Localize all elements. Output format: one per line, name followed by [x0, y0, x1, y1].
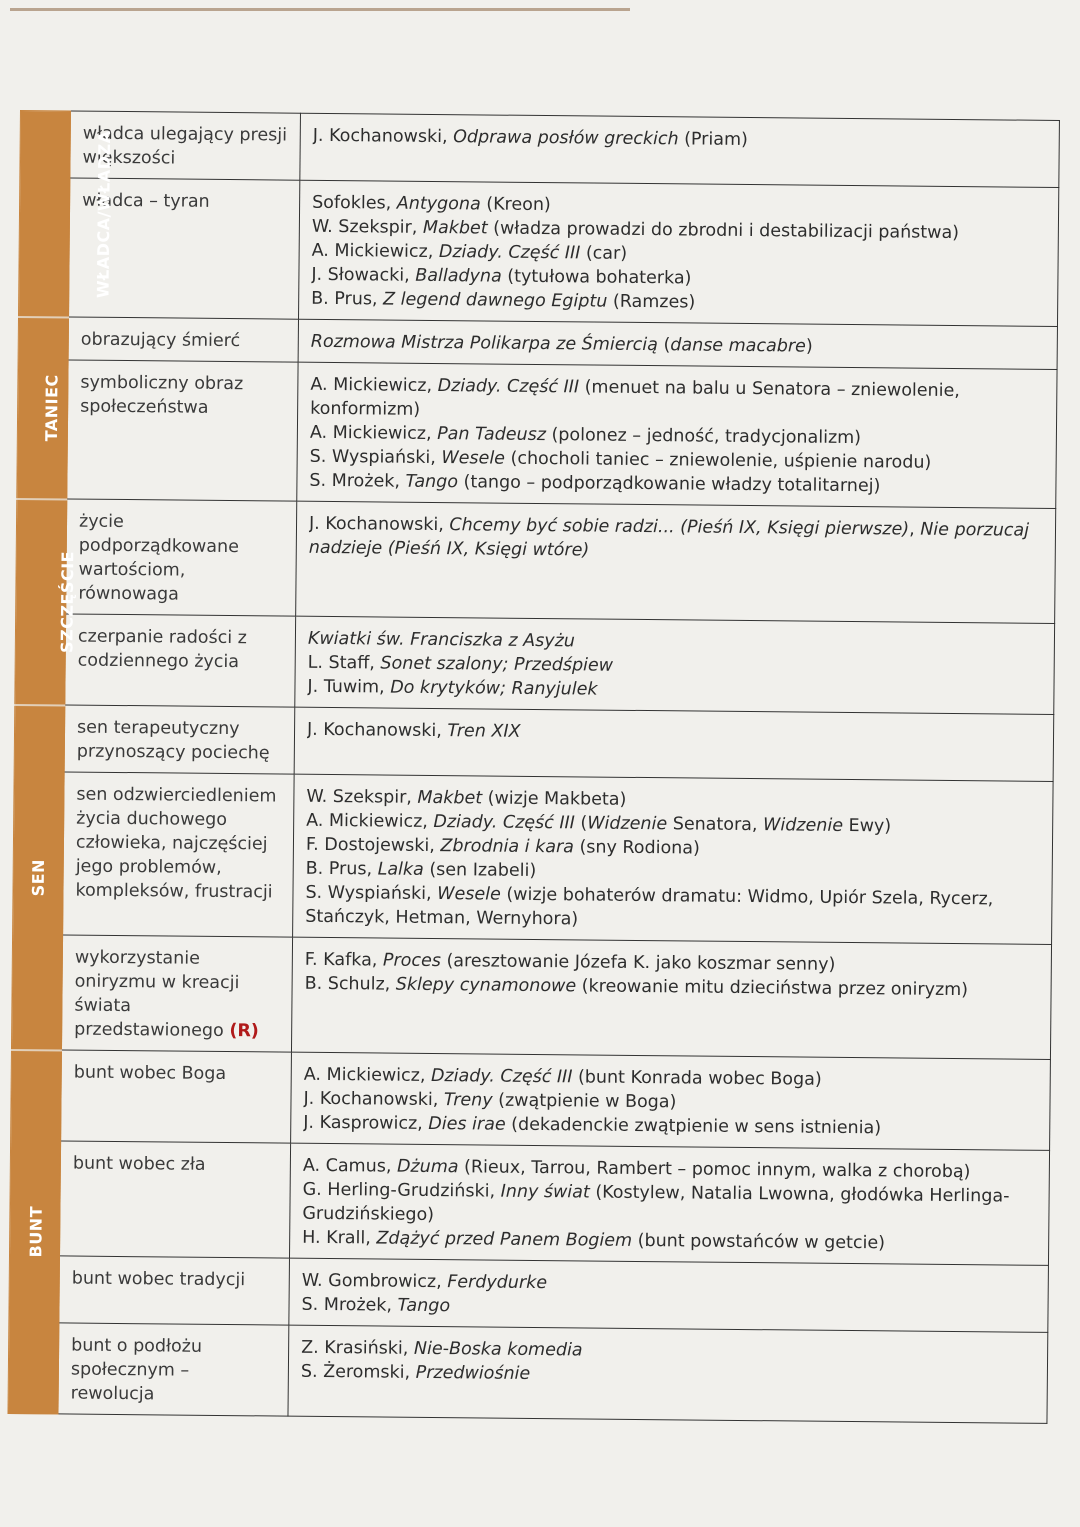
work-title: Dziady. Część III — [433, 812, 575, 834]
theme-cell — [61, 1050, 292, 1143]
work-title: Dżuma — [396, 1156, 459, 1178]
work-text: , — [909, 519, 921, 540]
work-text: (zwątpienie w Boga) — [492, 1090, 677, 1113]
work-text: J. Słowacki, — [311, 264, 416, 286]
work-entry — [310, 373, 1046, 428]
work-title: Tango — [405, 471, 459, 493]
work-text: (tango – podporządkowanie władzy totalitarnej) — [457, 472, 881, 497]
work-entry — [302, 1178, 1038, 1233]
work-text: (bunt powstańców w getcie) — [632, 1230, 886, 1254]
theme-text: obrazujący śmierć — [80, 329, 241, 352]
works-cell — [297, 362, 1057, 508]
work-text: A. Camus, — [302, 1155, 398, 1177]
work-text: (Kreon) — [480, 194, 551, 216]
works-cell — [300, 113, 1060, 187]
theme-text: bunt wobec tradycji — [71, 1268, 246, 1291]
table-row — [9, 1255, 1049, 1332]
work-title: Antygona — [396, 193, 481, 215]
theme-cell — [65, 614, 296, 707]
works-cell — [288, 1325, 1048, 1423]
works-cell — [289, 1143, 1049, 1265]
work-text: (polonez – jedność, tradycjonalizm) — [545, 425, 862, 449]
literature-themes-sheet — [8, 110, 1060, 1420]
theme-cell — [60, 1141, 291, 1258]
work-text: J. Kochanowski, — [303, 1088, 445, 1111]
works-cell — [296, 501, 1056, 623]
work-text: A. Mickiewicz, — [303, 1064, 432, 1086]
work-text: (kreowanie mitu dzieciństwa przez oniryzm) — [576, 976, 969, 1001]
work-title: Kwiatki św. Franciszka z Asyżu — [307, 628, 576, 652]
work-entry — [313, 124, 1049, 155]
works-cell — [289, 1258, 1049, 1332]
theme-cell — [66, 499, 297, 616]
work-title: Makbet — [422, 217, 488, 239]
work-title: Wesele — [441, 448, 506, 469]
category-label: TANIEC — [41, 374, 62, 442]
theme-text: sen terapeutyczny przynoszący pociechę — [76, 717, 270, 764]
work-text: A. Mickiewicz, — [309, 422, 438, 445]
work-title: Przedwiośnie — [415, 1362, 531, 1384]
work-text: J. Kochanowski, — [312, 125, 454, 148]
work-text: W. Gombrowicz, — [301, 1270, 448, 1293]
work-text: (chocholi taniec – zniewolenie, uśpienie narodu) — [504, 448, 932, 473]
work-title: Pan Tadeusz — [437, 424, 547, 446]
work-title: Widzenie — [762, 815, 844, 836]
theme-cell — [61, 935, 292, 1052]
work-title: Zbrodnia i kara — [440, 836, 575, 858]
work-text: S. Żeromski, — [300, 1361, 416, 1383]
category-cell — [15, 498, 78, 704]
work-text: Ewy) — [842, 815, 892, 837]
work-text: J. Kochanowski, — [306, 719, 448, 742]
table-row — [17, 359, 1057, 508]
work-title: Dziady. Część III — [430, 1065, 573, 1088]
work-text: W. Szekspir, — [311, 216, 424, 238]
work-text: (wizje Makbeta) — [482, 788, 627, 810]
work-text: B. Prus, — [311, 288, 384, 310]
theme-cell — [68, 317, 298, 362]
table-row — [16, 498, 1056, 623]
work-title: Nie-Boska komedia — [413, 1338, 583, 1361]
category-label: SZCZĘŚCIE — [57, 550, 78, 654]
work-text: (Rieux, Tarrou, Rambert – pomoc innym, walka z chorobą) — [458, 1157, 971, 1183]
theme-cell — [67, 360, 298, 501]
work-title: Tango — [397, 1295, 451, 1317]
work-title: Makbet — [417, 787, 483, 809]
category-cell — [11, 704, 64, 1049]
table-row — [11, 1049, 1051, 1150]
theme-text: bunt wobec zła — [72, 1153, 206, 1175]
work-text: (sny Rodiona) — [573, 837, 700, 859]
work-text: A. Mickiewicz, — [310, 374, 438, 397]
category-label: SEN — [28, 858, 48, 896]
work-text: S. Wyspiański, — [305, 882, 438, 905]
work-text: S. Mrożek, — [301, 1294, 398, 1316]
work-text: Sofokles, — [312, 192, 397, 214]
top-decorative-rule — [10, 8, 630, 11]
works-cell — [291, 937, 1051, 1059]
work-text: F. Kafka, — [304, 949, 384, 971]
themes-table — [7, 110, 1059, 1424]
work-text: (bunt Konrada wobec Boga) — [572, 1067, 822, 1090]
work-text: (tytułowa bohaterka) — [501, 266, 692, 289]
work-title: Balladyna — [415, 265, 502, 287]
extended-level-mark: (R) — [229, 1021, 259, 1042]
works-cell — [294, 707, 1054, 781]
work-text: B. Prus, — [305, 858, 378, 880]
work-text: J. Kochanowski, — [308, 513, 450, 536]
work-title: Do krytyków; Ranyjulek — [390, 677, 598, 700]
work-title: Nie porzucaj nadzieje (Pieśń IX, Księgi wtóre) — [308, 519, 1030, 561]
table-row — [8, 1322, 1048, 1423]
table-row — [14, 704, 1054, 781]
work-entry — [309, 512, 1045, 567]
work-entry — [305, 881, 1041, 936]
work-text: ) — [805, 336, 813, 357]
work-text: G. Herling-Grudziński, — [302, 1179, 501, 1202]
work-title: Lalka — [377, 859, 424, 880]
theme-text: władca – tyran — [82, 190, 210, 212]
theme-text: bunt wobec Boga — [73, 1062, 227, 1085]
category-cell — [19, 111, 115, 317]
theme-text: życie podporządkowane wartościom, równowaga — [78, 511, 239, 605]
works-cell — [298, 319, 1057, 369]
work-text: (sen Izabeli) — [423, 859, 537, 881]
work-text: S. Wyspiański, — [309, 446, 442, 469]
work-text: ( — [657, 335, 671, 356]
work-text: W. Szekspir, — [306, 786, 418, 808]
theme-text: bunt o podłożu społecznym – rewolucja — [70, 1335, 203, 1405]
work-title: Odprawa posłów greckich — [453, 127, 679, 150]
work-title: danse macabre — [670, 335, 806, 357]
work-title: Rozmowa Mistrza Polikarpa ze Śmiercią — [310, 331, 659, 356]
work-text: J. Tuwim, — [307, 676, 391, 698]
work-text: L. Staff, — [307, 652, 381, 674]
work-text: A. Mickiewicz, — [311, 240, 440, 263]
work-text: (władza prowadzi do zbrodni i destabilizacji państwa) — [487, 218, 960, 244]
work-text: (aresztowanie Józefa K. jako koszmar senny) — [440, 951, 836, 975]
work-text: H. Krall, — [302, 1227, 377, 1249]
work-text: (Ramzes) — [607, 291, 696, 313]
work-text: A. Mickiewicz, — [306, 810, 434, 833]
work-title: Ferdydurke — [447, 1272, 548, 1294]
theme-cell — [63, 772, 295, 937]
category-label: BUNT — [26, 1206, 46, 1258]
works-cell — [295, 616, 1055, 714]
theme-cell — [64, 705, 295, 774]
theme-cell — [58, 1323, 289, 1416]
work-title: Sonet szalony; Przedśpiew — [380, 653, 614, 676]
works-cell — [299, 180, 1059, 326]
themes-table-body — [8, 111, 1059, 1424]
work-entry — [311, 330, 1047, 361]
work-text: (Priam) — [678, 129, 748, 150]
work-text: (wizje bohaterów dramatu: Widmo, Upiór Szela, Rycerz, Stańczyk, Hetman, Wernyhora) — [305, 884, 994, 930]
work-title: Inny świat — [500, 1181, 590, 1203]
work-text: ( — [574, 813, 588, 834]
category-label: WŁADCA/WŁADZA — [93, 130, 115, 298]
work-text: (dekadenckie zwątpienie w sens istnienia) — [505, 1114, 882, 1139]
table-row — [20, 111, 1060, 188]
theme-text: sen odzwierciedleniem życia duchowego człowieka, najczęściej jego problemów, kompleksów, frustracji — [75, 784, 277, 903]
work-title: Proces — [382, 950, 442, 972]
work-title: Dies irae — [428, 1113, 506, 1135]
theme-text: symboliczny obraz społeczeństwa — [80, 372, 244, 418]
work-title: Wesele — [437, 884, 501, 905]
table-row — [15, 613, 1055, 714]
category-cell — [17, 316, 69, 498]
work-text: S. Mrożek, — [309, 470, 406, 492]
table-row — [11, 934, 1051, 1059]
work-text: J. Kasprowicz, — [303, 1112, 429, 1134]
work-text: B. Schulz, — [304, 973, 396, 995]
work-text: (menuet na balu u Senatora – zniewolenie, konformizm) — [310, 377, 960, 420]
work-title: Treny — [443, 1090, 493, 1111]
table-row — [10, 1140, 1050, 1265]
work-title: Widzenie — [587, 813, 668, 835]
works-cell — [291, 1052, 1051, 1150]
theme-text: czerpanie radości z codziennego życia — [77, 626, 248, 673]
work-text: Senatora, — [667, 814, 764, 836]
work-title: Z legend dawnego Egiptu — [383, 289, 608, 312]
table-row — [19, 178, 1059, 327]
work-title: Tren XIX — [447, 721, 521, 742]
work-title: Dziady. Część III — [438, 242, 581, 264]
works-cell — [293, 774, 1054, 944]
work-title: Dziady. Część III — [437, 376, 580, 398]
category-cell — [8, 1049, 61, 1413]
work-title: Sklepy cynamonowe — [395, 974, 577, 997]
work-entry — [307, 718, 1043, 749]
work-title: Chcemy być sobie radzi... (Pieśń IX, Księgi pierwsze) — [449, 515, 910, 540]
work-title: Zdążyć przed Panem Bogiem — [376, 1228, 633, 1251]
table-row — [13, 771, 1054, 944]
theme-cell — [59, 1256, 290, 1325]
work-text: F. Dostojewski, — [305, 834, 441, 857]
theme-text: władca ulegający presji większości — [82, 123, 288, 169]
work-text: (car) — [580, 243, 628, 264]
theme-text: wykorzystanie oniryzmu w kreacji świata przedstawionego — [74, 947, 240, 1041]
work-text: (Kostylew, Natalia Lwowna, głodówka Herlinga-Grudzińskiego) — [302, 1182, 1010, 1226]
work-text: Z. Krasiński, — [301, 1337, 415, 1359]
